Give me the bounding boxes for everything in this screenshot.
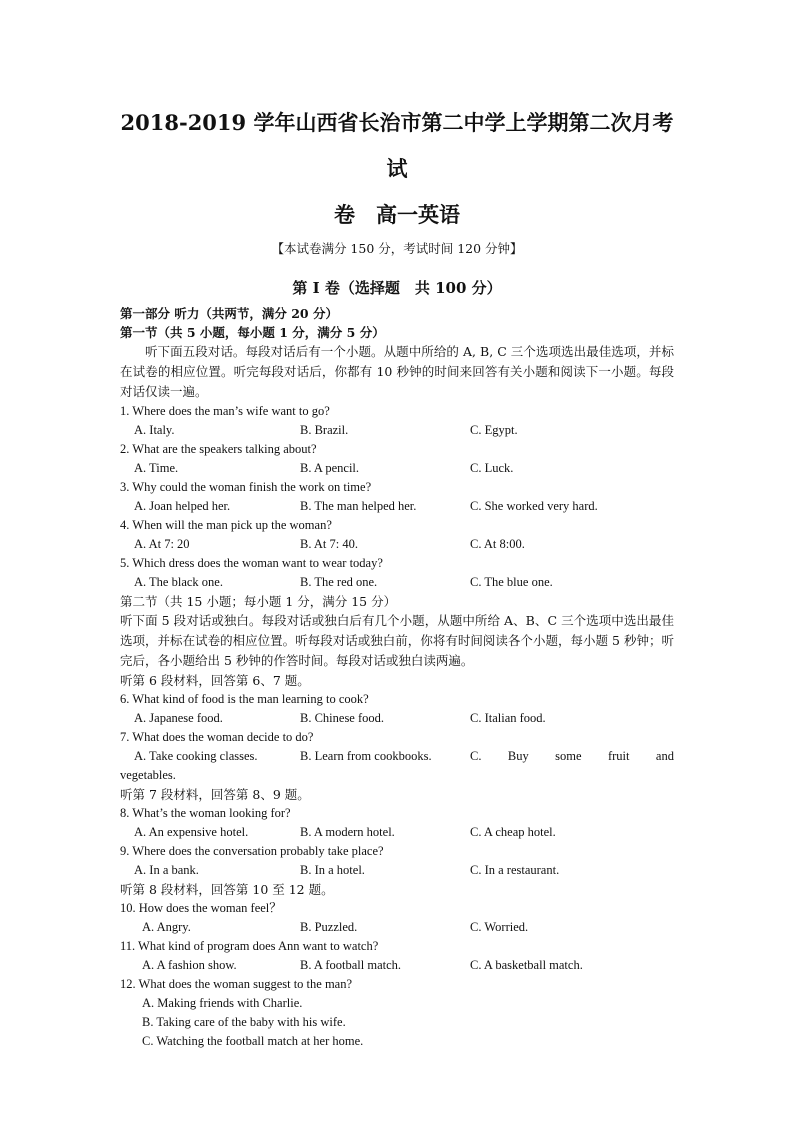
option-b: B. A pencil. bbox=[300, 461, 360, 475]
option-b: B. The red one. bbox=[300, 575, 378, 589]
option-b: B. At 7: 40. bbox=[300, 537, 358, 551]
part1-heading: 第一部分 听力（共两节，满分 20 分） bbox=[120, 306, 338, 321]
question-8-options bbox=[120, 823, 674, 842]
question-8: 8. What’s the woman looking for? bbox=[120, 806, 291, 820]
question-12: 12. What does the woman suggest to the man? bbox=[120, 977, 353, 991]
question-6: 6. What kind of food is the man learning to cook? bbox=[120, 692, 369, 706]
option-c-word: C. bbox=[470, 749, 482, 763]
option-a: A. Joan helped her. bbox=[134, 499, 231, 513]
question-9: 9. Where does the conversation probably take place? bbox=[120, 844, 384, 858]
title-line-1: 2018-2019 学年山西省长治市第二中学上学期第二次月考试 bbox=[120, 110, 674, 181]
option-c: C. Egypt. bbox=[470, 423, 518, 437]
section-heading: 第 I 卷（选择题 共 100 分） bbox=[292, 279, 502, 297]
material-8-note: 听第 8 段材料，回答第 10 至 12 题。 bbox=[120, 882, 334, 897]
option-c-continuation: vegetables. bbox=[120, 768, 176, 782]
option-a: A. Making friends with Charlie. bbox=[142, 996, 303, 1010]
question-6-options bbox=[120, 709, 674, 728]
option-b: B. Puzzled. bbox=[300, 920, 358, 934]
exam-subtitle: 【本试卷满分 150 分，考试时间 120 分钟】 bbox=[271, 241, 523, 256]
question-9-options bbox=[120, 861, 674, 880]
question-2-options bbox=[120, 459, 674, 478]
question-5: 5. Which dress does the woman want to wear today? bbox=[120, 556, 383, 570]
option-c: C. At 8:00. bbox=[470, 537, 525, 551]
option-a: A. Time. bbox=[134, 461, 179, 475]
question-1-options bbox=[120, 421, 674, 440]
sec2-heading: 第二节（共 15 小题；每小题 1 分，满分 15 分） bbox=[120, 594, 397, 609]
option-c: C. A cheap hotel. bbox=[470, 825, 556, 839]
option-a: A. Italy. bbox=[134, 423, 175, 437]
option-b: B. Learn from cookbooks. bbox=[300, 749, 432, 763]
option-c-word: Buy bbox=[507, 749, 529, 763]
question-3: 3. Why could the woman finish the work on time? bbox=[120, 480, 372, 494]
option-a: A. A fashion show. bbox=[142, 958, 237, 972]
option-c bbox=[470, 747, 674, 766]
option-a: A. At 7: 20 bbox=[134, 537, 190, 551]
material-7-note: 听第 7 段材料，回答第 8、9 题。 bbox=[120, 787, 310, 802]
option-b: B. In a hotel. bbox=[300, 863, 365, 877]
title-line-2: 卷 高一英语 bbox=[334, 202, 460, 227]
option-c: C. Italian food. bbox=[470, 711, 546, 725]
question-7: 7. What does the woman decide to do? bbox=[120, 730, 314, 744]
option-c-word: fruit bbox=[607, 749, 630, 763]
question-10-options bbox=[120, 918, 674, 937]
question-4-options bbox=[120, 535, 674, 554]
question-4: 4. When will the man pick up the woman? bbox=[120, 518, 332, 532]
option-a: A. An expensive hotel. bbox=[134, 825, 249, 839]
question-2: 2. What are the speakers talking about? bbox=[120, 442, 317, 456]
option-b: B. A football match. bbox=[300, 958, 402, 972]
option-c: C. Luck. bbox=[470, 461, 514, 475]
option-a: A. Take cooking classes. bbox=[134, 749, 258, 763]
option-b: B. The man helped her. bbox=[300, 499, 417, 513]
exam-title bbox=[120, 100, 674, 238]
option-c-word: some bbox=[555, 749, 582, 763]
option-b: B. A modern hotel. bbox=[300, 825, 395, 839]
question-11: 11. What kind of program does Ann want to watch? bbox=[120, 939, 379, 953]
option-b: B. Brazil. bbox=[300, 423, 349, 437]
option-c: C. Worried. bbox=[470, 920, 529, 934]
option-b: B. Chinese food. bbox=[300, 711, 385, 725]
question-7-options bbox=[120, 747, 674, 766]
question-3-options bbox=[120, 497, 674, 516]
option-c: C. A basketball match. bbox=[470, 958, 583, 972]
option-c-word: and bbox=[655, 749, 674, 763]
question-11-options bbox=[120, 956, 674, 975]
option-c: C. She worked very hard. bbox=[470, 499, 598, 513]
option-a: A. In a bank. bbox=[134, 863, 199, 877]
question-5-options bbox=[120, 573, 674, 592]
option-a: A. Japanese food. bbox=[134, 711, 223, 725]
option-a: A. The black one. bbox=[134, 575, 223, 589]
option-b: B. Taking care of the baby with his wife. bbox=[142, 1015, 346, 1029]
option-c: C. In a restaurant. bbox=[470, 863, 560, 877]
option-c: C. The blue one. bbox=[470, 575, 553, 589]
option-a: A. Angry. bbox=[142, 920, 191, 934]
option-c: C. Watching the football match at her home. bbox=[142, 1034, 364, 1048]
sec2-instructions: 听下面 5 段对话或独白。每段对话或独白后有几个小题，从题中所给 A、B、C 三个选项中选出最佳选项，并标在试卷的相应位置。听每段对话或独白前，你将有时间阅读各个小题，每小题 5 秒钟；听完后，各小题给出 5 秒钟的作答时间。每段对话或独白读两遍。 bbox=[120, 613, 674, 668]
material-6-note: 听第 6 段材料，回答第 6、7 题。 bbox=[120, 673, 310, 688]
question-10: 10. How does the woman feel？ bbox=[120, 901, 282, 915]
question-1: 1. Where does the man’s wife want to go? bbox=[120, 404, 330, 418]
sec1-heading: 第一节（共 5 小题，每小题 1 分，满分 5 分） bbox=[120, 325, 385, 340]
sec1-instructions: 听下面五段对话。每段对话后有一个小题。从题中所给的 A, B, C 三个选项选出最佳选项，并标在试卷的相应位置。听完每段对话后，你都有 10 秒钟的时间来回答有关小题和阅读下一小题。每段对话仅读一遍。 bbox=[120, 344, 674, 399]
